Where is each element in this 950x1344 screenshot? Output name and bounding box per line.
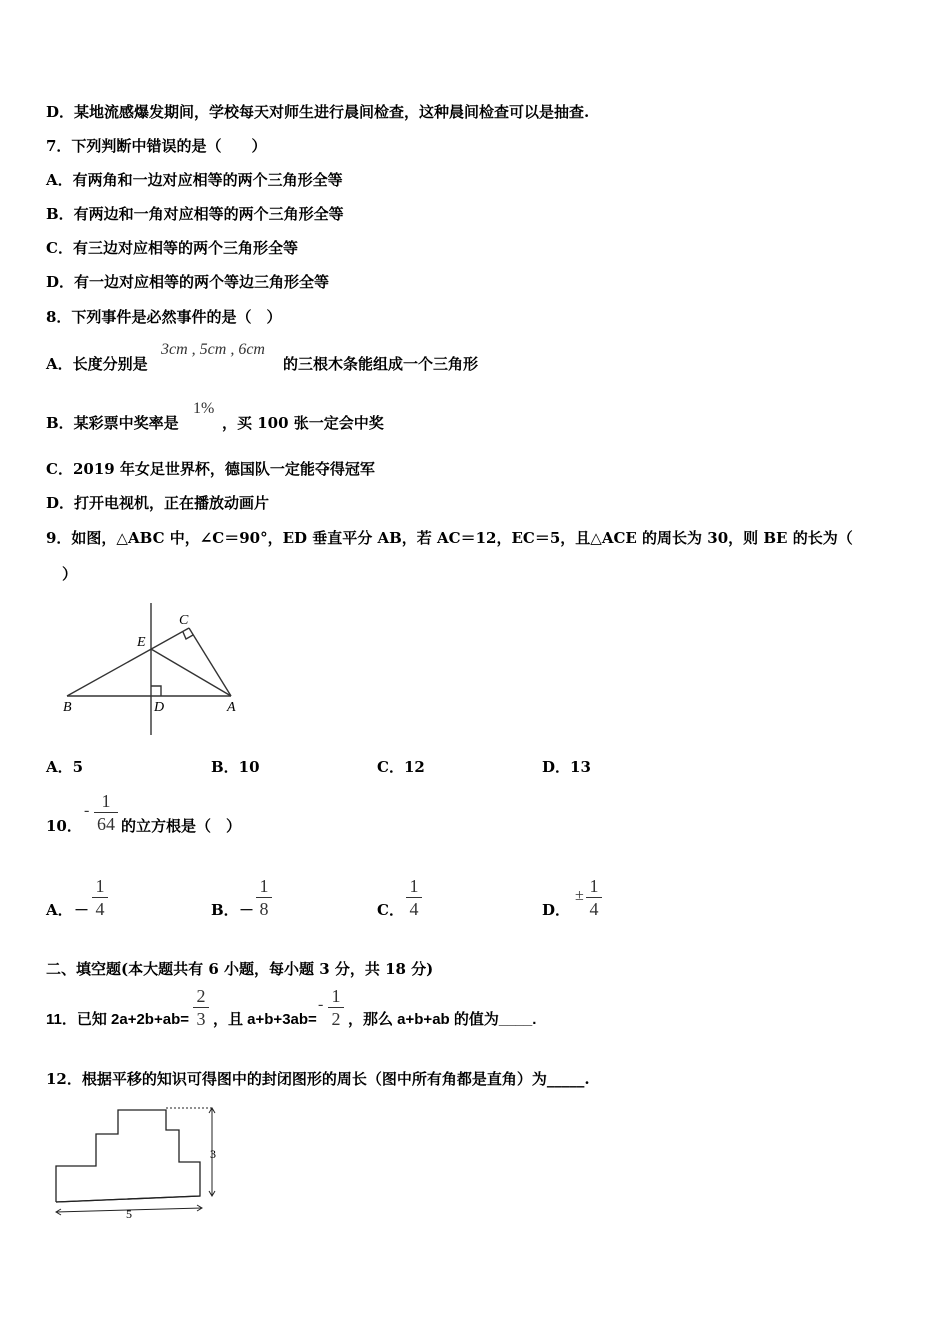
- q7-option-c: C．有三边对应相等的两个三角形全等: [46, 239, 298, 257]
- q10-option-d-fraction: [586, 876, 602, 919]
- q7-option-b: B．有两边和一角对应相等的两个三角形全等: [46, 205, 344, 223]
- segment-bc: [67, 628, 189, 696]
- q9-option-a: A．5: [46, 758, 84, 776]
- q11-middle: ，且 a+b+3ab=: [213, 1011, 317, 1028]
- label-b: B: [63, 700, 72, 715]
- q8-option-d: D．打开电视机，正在播放动画片: [46, 494, 270, 512]
- q6-option-d: D．某地流感爆发期间，学校每天对师生进行晨间检查，这种晨间检查可以是抽查.: [46, 103, 590, 121]
- q12-figure: [46, 1100, 236, 1222]
- q10-option-c-fraction: [406, 876, 422, 919]
- numerator: 2: [196, 986, 206, 1006]
- q8-stem: 8．下列事件是必然事件的是（ ）: [46, 308, 282, 326]
- label-e: E: [137, 635, 146, 650]
- q11-fraction-1: [193, 986, 209, 1029]
- q7-option-d: D．有一边对应相等的两个等边三角形全等: [46, 273, 330, 291]
- q10-option-b-fraction: [256, 876, 272, 919]
- q10-option-a-label: A．: [46, 901, 73, 919]
- q8-option-a-prefix: A．长度分别是: [46, 355, 148, 373]
- q10-fraction: [94, 791, 118, 834]
- q10-option-a-sign: －: [74, 901, 90, 919]
- denominator: 4: [95, 899, 105, 919]
- q11-prefix: 11．已知 2a+2b+ab=: [46, 1011, 189, 1028]
- q10-numerator: 1: [101, 791, 111, 811]
- q10-denominator: 64: [97, 814, 115, 834]
- q11-suffix: ，那么 a+b+ab 的值为____.: [348, 1011, 537, 1028]
- numerator: 1: [409, 876, 419, 896]
- label-a: A: [227, 700, 236, 715]
- numerator: 1: [95, 876, 105, 896]
- denominator: 8: [259, 899, 269, 919]
- q8-option-b-suffix: ，买 100 张一定会中奖: [222, 414, 384, 432]
- q8-option-a-math: 3cm , 5cm , 6cm: [161, 341, 265, 358]
- q7-stem: 7．下列判断中错误的是（ ）: [46, 137, 267, 155]
- q7-option-a: A．有两角和一边对应相等的两个三角形全等: [46, 171, 343, 189]
- q9-figure: [55, 598, 255, 738]
- bottom-edge: [56, 1196, 200, 1202]
- q9-stem: 9．如图，△ABC 中，∠C＝90°，ED 垂直平分 AB，若 AC＝12，EC＝5，且△ACE 的周长为 30，则 BE 的长为（: [46, 529, 853, 547]
- q8-option-b-prefix: B．某彩票中奖率是: [46, 414, 179, 432]
- numerator: 1: [331, 986, 341, 1006]
- q8-option-a-suffix: 的三根木条能组成一个三角形: [283, 355, 479, 373]
- q9-option-d: D．13: [542, 758, 591, 776]
- denominator: 4: [589, 899, 599, 919]
- denominator: 2: [331, 1009, 341, 1029]
- staircase-outline: [56, 1110, 200, 1202]
- q11-minus-sign: -: [318, 996, 324, 1013]
- width-label: 5: [126, 1207, 132, 1221]
- segment-ea: [151, 649, 231, 696]
- q8-option-c: C．2019 年女足世界杯，德国队一定能夺得冠军: [46, 460, 375, 478]
- q10-number: 10．: [46, 817, 82, 835]
- denominator: 4: [409, 899, 419, 919]
- q10-option-b-sign: －: [239, 901, 255, 919]
- numerator: 1: [589, 876, 599, 896]
- height-label: 3: [210, 1147, 216, 1161]
- q10-option-b-label: B．: [211, 901, 239, 919]
- segment-ca: [189, 628, 231, 696]
- section-2-heading: 二、填空题(本大题共有 6 小题，每小题 3 分，共 18 分): [46, 960, 434, 978]
- q10-minus-sign: -: [84, 802, 90, 819]
- q9-option-b: B．10: [211, 758, 260, 776]
- q8-option-b-math: 1%: [193, 400, 215, 417]
- q9-option-c: C．12: [377, 758, 425, 776]
- numerator: 1: [259, 876, 269, 896]
- q11-fraction-2: [328, 986, 344, 1029]
- denominator: 3: [196, 1009, 206, 1029]
- q10-option-c-label: C．: [377, 901, 404, 919]
- q12-stem: 12．根据平移的知识可得图中的封闭图形的周长（图中所有角都是直角）为_____.: [46, 1070, 590, 1088]
- label-d: D: [154, 700, 165, 715]
- q10-option-d-sign: ±: [575, 887, 584, 904]
- q10-stem: 的立方根是（ ）: [121, 817, 242, 835]
- q10-option-a-fraction: [92, 876, 108, 919]
- label-c: C: [179, 613, 189, 628]
- q9-stem-close: ）: [62, 565, 78, 583]
- q10-option-d-label: D．: [542, 901, 571, 919]
- right-angle-d: [151, 686, 161, 696]
